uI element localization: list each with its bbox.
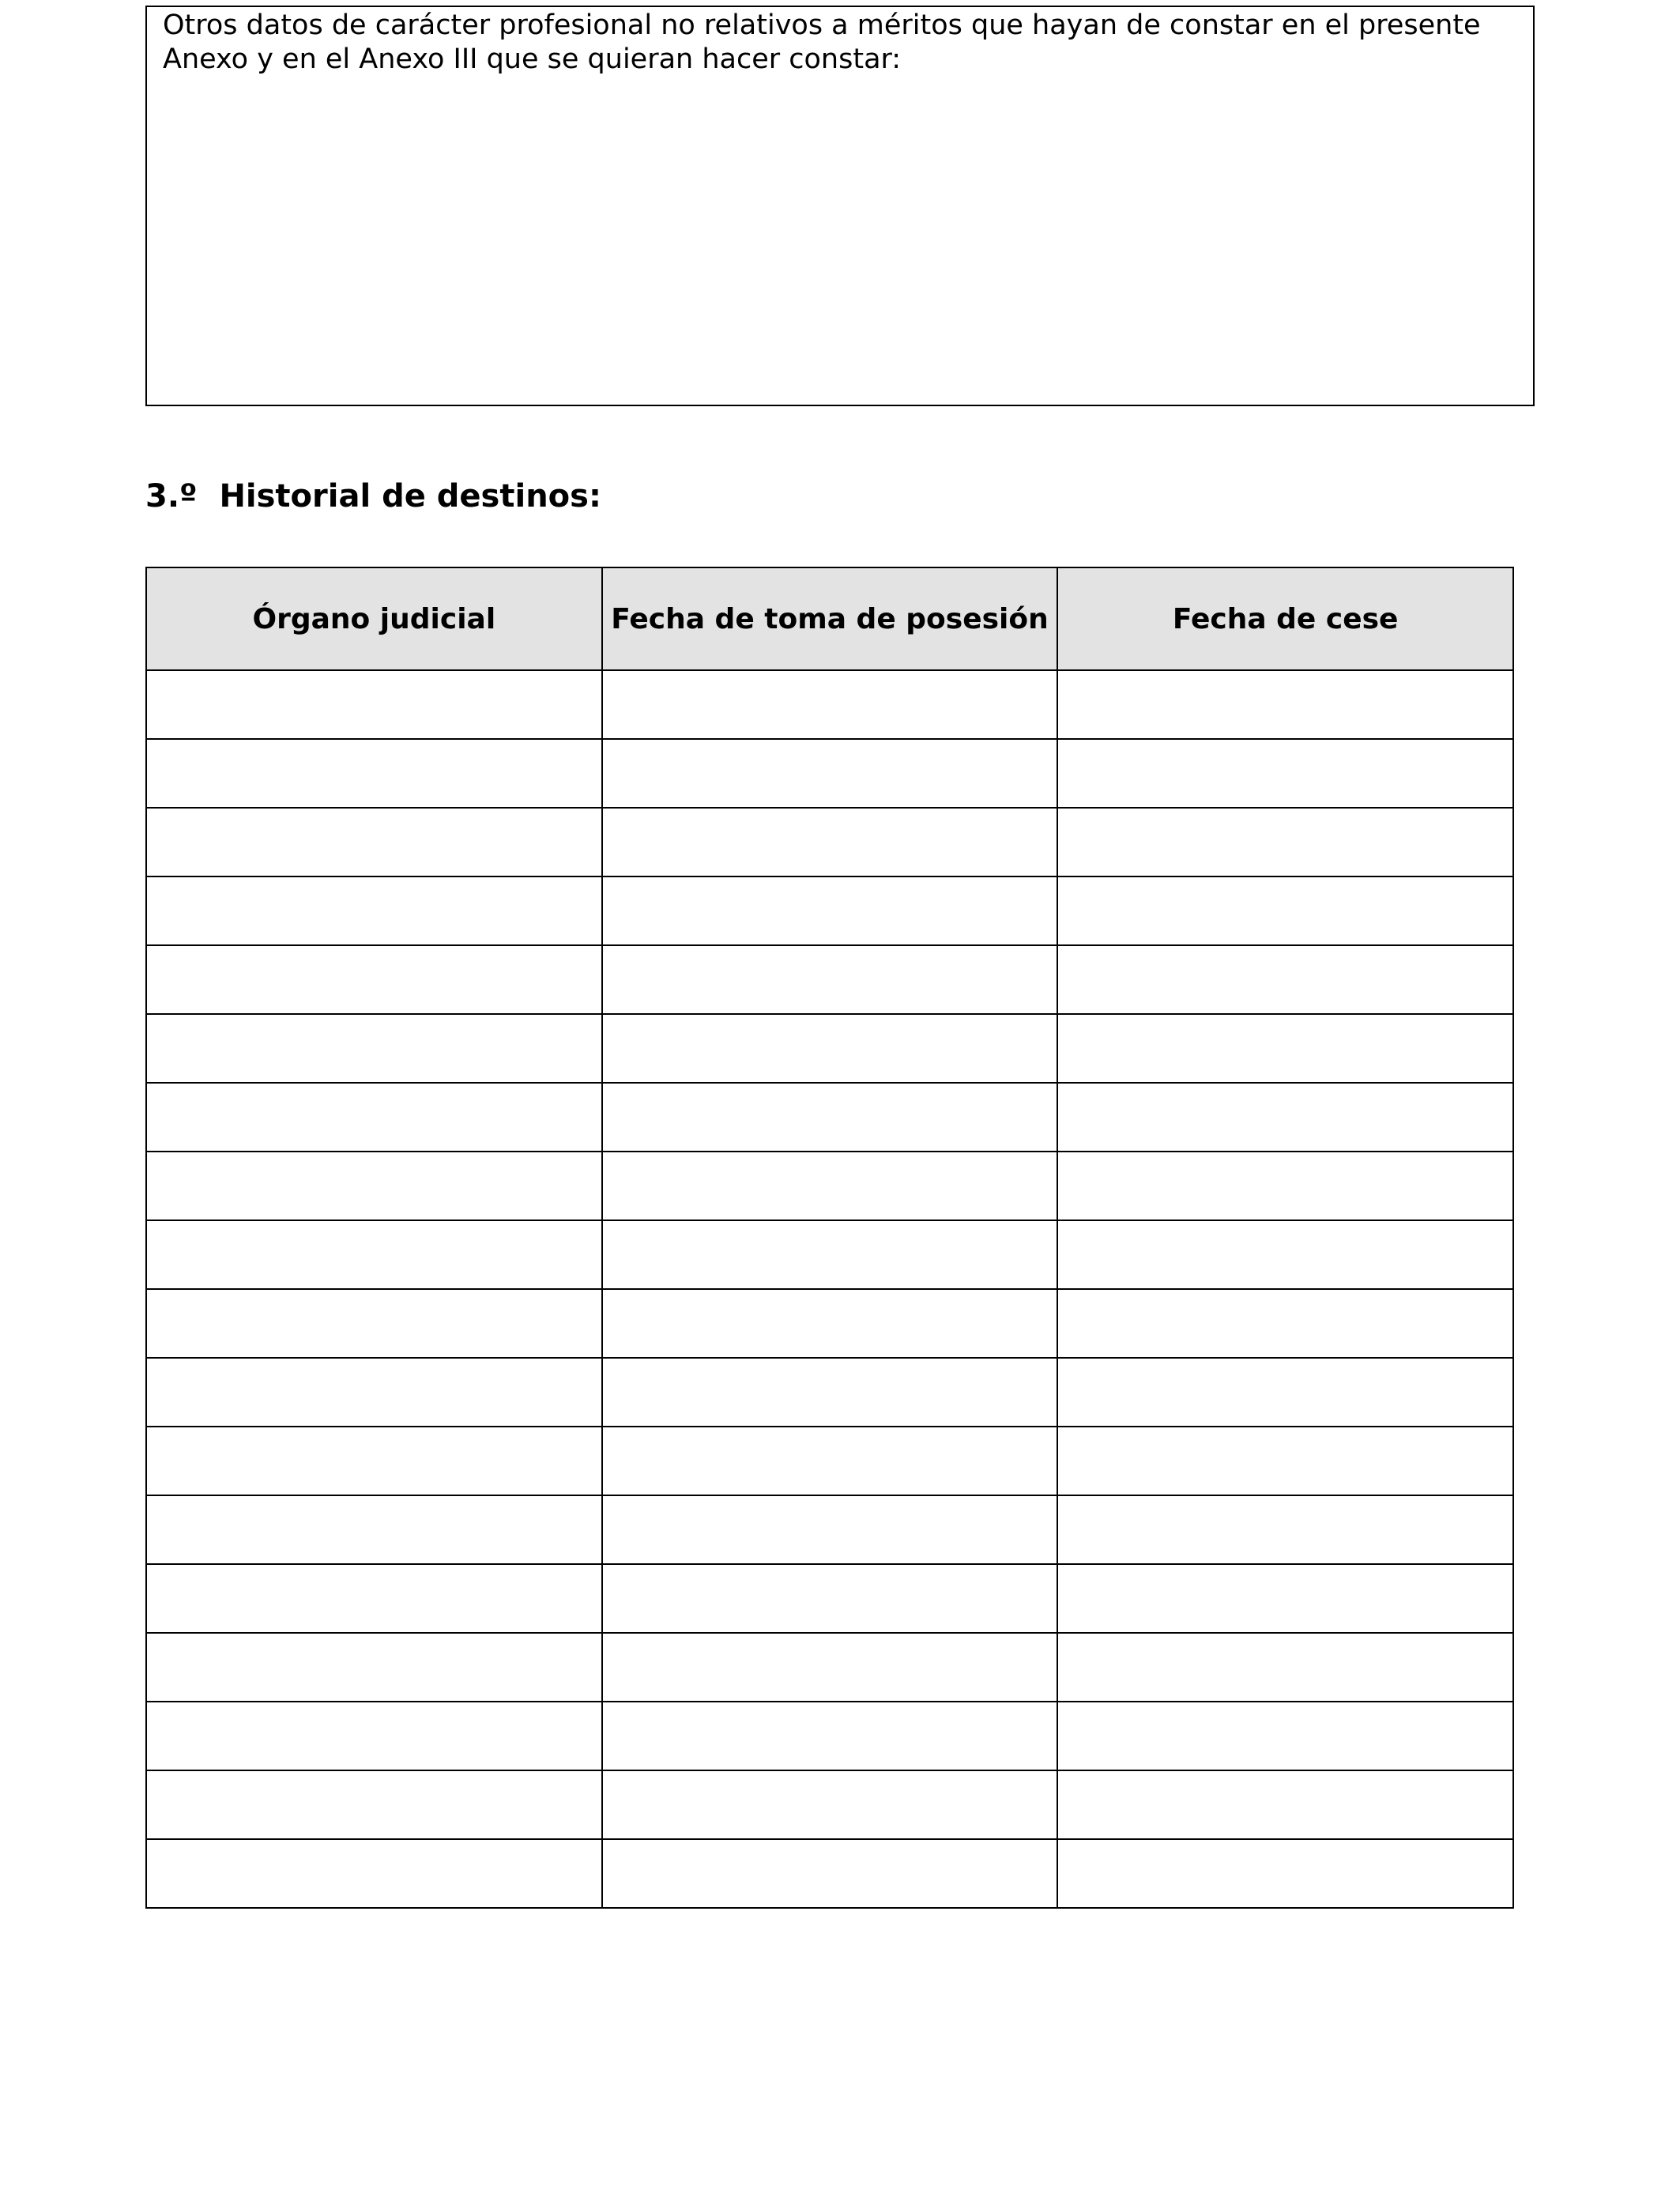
table-row (146, 739, 1513, 808)
other-data-label: Otros datos de carácter profesional no relativos a méritos que hayan de constar en el presente Anexo y en el Anexo III que se quieran hacer constar: (163, 9, 1481, 75)
fecha-toma-posesion-cell (602, 1633, 1058, 1702)
organo-judicial-cell (146, 1220, 602, 1289)
fecha-cese-cell (1057, 808, 1513, 876)
table-row (146, 808, 1513, 876)
table-row (146, 1220, 1513, 1289)
fecha-toma-posesion-cell (602, 1220, 1058, 1289)
table-row (146, 945, 1513, 1014)
fecha-cese-cell (1057, 1633, 1513, 1702)
fecha-toma-posesion-cell (602, 1495, 1058, 1564)
table-row (146, 1289, 1513, 1358)
fecha-toma-posesion-cell (602, 1564, 1058, 1633)
fecha-cese-cell (1057, 1564, 1513, 1633)
table-row (146, 1152, 1513, 1220)
organo-judicial-cell (146, 1839, 602, 1908)
fecha-cese-cell (1057, 1839, 1513, 1908)
fecha-toma-posesion-cell (602, 1014, 1058, 1083)
organo-judicial-cell (146, 1495, 602, 1564)
table-row (146, 1014, 1513, 1083)
fecha-cese-cell (1057, 1770, 1513, 1839)
fecha-cese-cell (1057, 739, 1513, 808)
fecha-toma-posesion-cell (602, 945, 1058, 1014)
fecha-toma-posesion-cell (602, 1770, 1058, 1839)
organo-judicial-cell (146, 1358, 602, 1427)
fecha-cese-cell (1057, 1702, 1513, 1770)
fecha-cese-cell (1057, 1495, 1513, 1564)
historial-destinos-table (145, 567, 1514, 1909)
table-row (146, 1495, 1513, 1564)
organo-judicial-cell (146, 808, 602, 876)
fecha-toma-posesion-cell (602, 1358, 1058, 1427)
other-data-box (145, 6, 1535, 406)
organo-judicial-cell (146, 1014, 602, 1083)
fecha-toma-posesion-cell (602, 876, 1058, 945)
table-row (146, 876, 1513, 945)
fecha-cese-cell (1057, 1220, 1513, 1289)
fecha-cese-cell (1057, 670, 1513, 739)
table-row (146, 1839, 1513, 1908)
fecha-cese-cell (1057, 1083, 1513, 1152)
table-row (146, 1702, 1513, 1770)
organo-judicial-cell (146, 1152, 602, 1220)
fecha-cese-cell (1057, 1014, 1513, 1083)
organo-judicial-cell (146, 1702, 602, 1770)
column-header-fecha-cese: Fecha de cese (1057, 567, 1513, 670)
organo-judicial-cell (146, 1289, 602, 1358)
organo-judicial-cell (146, 1083, 602, 1152)
fecha-cese-cell (1057, 1152, 1513, 1220)
table-body (146, 670, 1513, 1908)
table-row (146, 1633, 1513, 1702)
table-row (146, 1564, 1513, 1633)
organo-judicial-cell (146, 876, 602, 945)
fecha-cese-cell (1057, 945, 1513, 1014)
table-row (146, 1083, 1513, 1152)
column-header-fecha-toma-posesion: Fecha de toma de posesión (602, 567, 1058, 670)
organo-judicial-cell (146, 1564, 602, 1633)
fecha-toma-posesion-cell (602, 1289, 1058, 1358)
section-heading-historial-destinos: 3.º Historial de destinos: (145, 478, 601, 515)
organo-judicial-cell (146, 945, 602, 1014)
fecha-cese-cell (1057, 1427, 1513, 1495)
organo-judicial-cell (146, 1427, 602, 1495)
fecha-cese-cell (1057, 876, 1513, 945)
fecha-cese-cell (1057, 1358, 1513, 1427)
table-row (146, 1358, 1513, 1427)
fecha-toma-posesion-cell (602, 1152, 1058, 1220)
organo-judicial-cell (146, 1633, 602, 1702)
fecha-toma-posesion-cell (602, 1702, 1058, 1770)
table-row (146, 670, 1513, 739)
organo-judicial-cell (146, 670, 602, 739)
organo-judicial-cell (146, 739, 602, 808)
fecha-toma-posesion-cell (602, 670, 1058, 739)
table-header-row (146, 567, 1513, 670)
fecha-toma-posesion-cell (602, 1427, 1058, 1495)
column-header-organo-judicial: Órgano judicial (146, 567, 602, 670)
fecha-toma-posesion-cell (602, 739, 1058, 808)
fecha-toma-posesion-cell (602, 808, 1058, 876)
table-row (146, 1427, 1513, 1495)
organo-judicial-cell (146, 1770, 602, 1839)
table-row (146, 1770, 1513, 1839)
fecha-toma-posesion-cell (602, 1083, 1058, 1152)
fecha-toma-posesion-cell (602, 1839, 1058, 1908)
fecha-cese-cell (1057, 1289, 1513, 1358)
